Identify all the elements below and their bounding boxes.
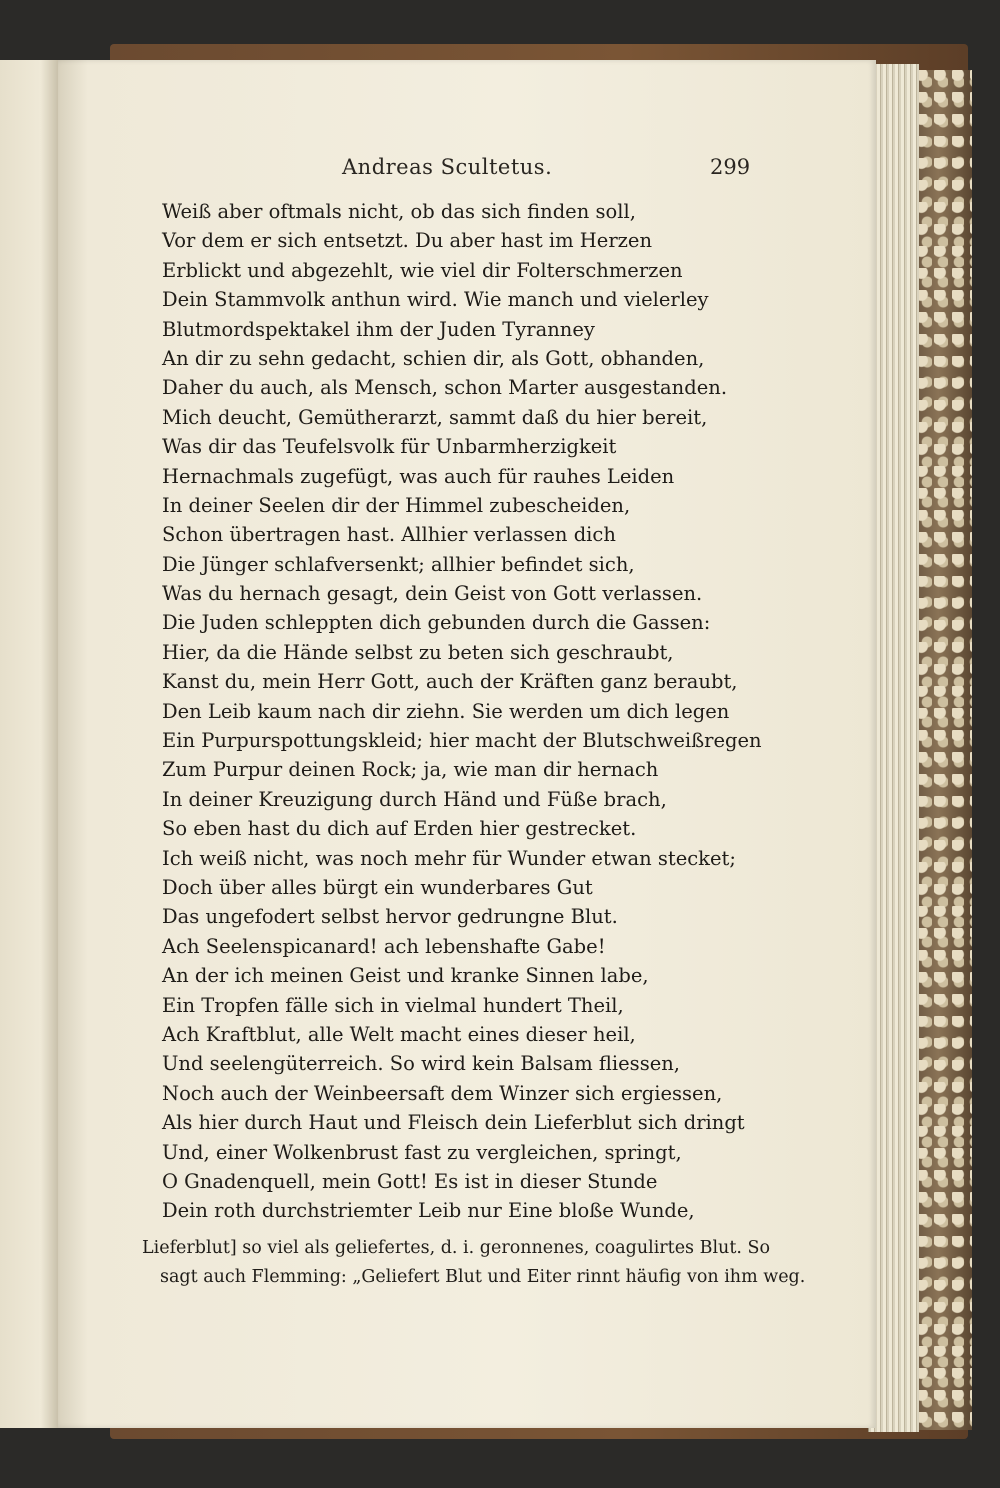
verse-line: Noch auch der Weinbeersaft dem Winzer sich ergiessen, (162, 1081, 723, 1105)
verse-line: Und, einer Wolkenbrust fast zu vergleichen, springt, (162, 1140, 682, 1164)
verse-line: So eben hast du dich auf Erden hier gestrecket. (162, 817, 637, 841)
verse-line: Zum Purpur deinen Rock; ja, wie man dir hernach (162, 758, 659, 782)
verse-line: O Gnadenquell, mein Gott! Es ist in dieser Stunde (162, 1169, 658, 1193)
verse-line: Ach Kraftblut, alle Welt macht eines dieser heil, (162, 1022, 636, 1046)
running-title: Andreas Scultetus. (342, 155, 553, 179)
verse-line: Erblickt und abgezehlt, wie viel dir Folterschmerzen (162, 258, 683, 282)
verse-line: Dein Stammvolk anthun wird. Wie manch und vielerley (162, 288, 709, 312)
verse-line: Die Juden schleppten dich gebunden durch die Gassen: (162, 611, 711, 635)
verse-line: Vor dem er sich entsetzt. Du aber hast im Herzen (162, 229, 653, 253)
verse-line: Weiß aber oftmals nicht, ob das sich finden soll, (162, 200, 636, 223)
verse-line: An dir zu sehn gedacht, schien dir, als Gott, obhanden, (162, 346, 705, 370)
verse-line: Daher du auch, als Mensch, schon Marter ausgestanden. (162, 376, 728, 400)
verse-line: Ach Seelenspicanard! ach lebenshafte Gabe! (162, 934, 606, 958)
verse-line: Und seelengüterreich. So wird kein Balsam fliessen, (162, 1052, 680, 1076)
verse-line: Hier, da die Hände selbst zu beten sich geschraubt, (162, 640, 674, 664)
verse-line: In deiner Kreuzigung durch Händ und Füße brach, (162, 787, 667, 811)
verse-line: Das ungefodert selbst hervor gedrungne Blut. (162, 905, 618, 929)
running-head (58, 155, 876, 185)
verse-line: Als hier durch Haut und Fleisch dein Lieferblut sich dringt (162, 1111, 745, 1135)
verse-line: Dein roth durchstriemter Leib nur Eine bloße Wunde, (162, 1199, 695, 1223)
verse-line: Die Jünger schlafversenkt; allhier befindet sich, (162, 552, 635, 576)
page-number: 299 (710, 155, 751, 179)
verse-line: Den Leib kaum nach dir ziehn. Sie werden um dich legen (162, 699, 730, 723)
verse-line: Ich weiß nicht, was noch mehr für Wunder etwan stecket; (162, 846, 736, 870)
verse-line: Doch über alles bürgt ein wunderbares Gut (162, 875, 593, 899)
verse-line: Mich deucht, Gemütherarzt, sammt daß du hier bereit, (162, 405, 708, 429)
verse-line: Was dir das Teufelsvolk für Unbarmherzigkeit (162, 435, 617, 459)
marbled-edge (914, 70, 972, 1430)
verse-line: In deiner Seelen dir der Himmel zubescheiden, (162, 493, 631, 517)
book-page (58, 60, 876, 1428)
verse-line: Ein Tropfen fälle sich in vielmal hundert Theil, (162, 993, 624, 1017)
verse-line: Was du hernach gesagt, dein Geist von Gott verlassen. (162, 582, 703, 606)
verse-block (162, 197, 762, 1226)
footnote (142, 1234, 806, 1292)
verse-line: Kanst du, mein Herr Gott, auch der Kräften ganz beraubt, (162, 670, 738, 694)
verse-line: An der ich meinen Geist und kranke Sinnen labe, (162, 964, 649, 988)
verse-line: Hernachmals zugefügt, was auch für rauhes Leiden (162, 464, 675, 488)
verse-line: Ein Purpurspottungskleid; hier macht der Blutschweißregen (162, 729, 762, 753)
footnote-line-1: Lieferblut] so viel als geliefertes, d. i. geronnenes, coagulirtes Blut. So (142, 1238, 771, 1258)
footnote-line-2: sagt auch Flemming: „Geliefert Blut und Eiter rinnt häufig von ihm weg. (160, 1267, 806, 1287)
verse-line: Schon übertragen hast. Allhier verlassen dich (162, 523, 616, 547)
verse-line: Blutmordspektakel ihm der Juden Tyranney (162, 317, 595, 341)
left-facing-page (0, 60, 60, 1428)
